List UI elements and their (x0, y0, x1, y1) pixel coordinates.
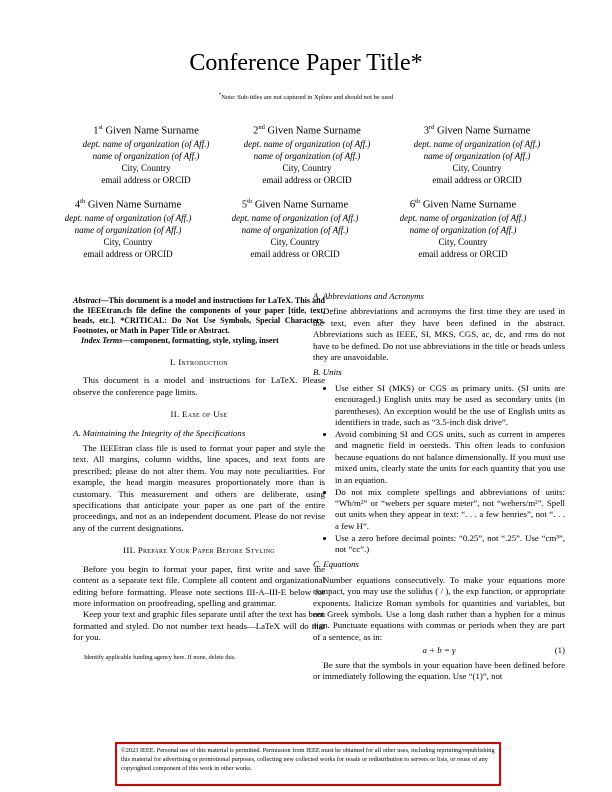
author-contact: email address or ORCID (250, 249, 340, 260)
right-column (313, 291, 565, 683)
author-location: City, Country (103, 237, 153, 248)
prepare-paragraph-1: Before you begin to format your paper, first write and save the content as a separate text file. Complete all content and organizational editing before formatting. Please note sections III-A–III-E below for more information on proofreading, spelling and grammar. (73, 563, 325, 608)
paper-title: Conference Paper Title* (189, 50, 423, 76)
author-name: 3rd Given Name Surname (423, 124, 531, 137)
author-name: 4th Given Name Surname (74, 198, 182, 211)
author-dept: dept. name of organization (of Aff.) (64, 212, 192, 223)
left-column (73, 296, 325, 644)
equation-number: (1) (554, 645, 565, 656)
author-contact: email address or ORCID (83, 249, 173, 260)
funding-footnote: Identify applicable funding agency here. If none, delete this. (84, 654, 236, 661)
subsection-heading-integrity: A. Maintaining the Integrity of the Specifications (73, 427, 246, 438)
author-location: City, Country (282, 163, 332, 174)
author-name: 6th Given Name Surname (409, 198, 517, 211)
section-heading-introduction: I. Introduction (169, 357, 229, 367)
author-contact: email address or ORCID (262, 175, 352, 186)
prepare-paragraph-2: Keep your text and graphic files separate until after the text has been formatted and styled. Do not number text heads—LaTeX will do that for you. (73, 609, 325, 643)
index-terms: Index Terms—component, formatting, style, styling, insert (81, 336, 279, 345)
author-org: name of organization (of Aff.) (409, 224, 517, 235)
equation-body: a + b = γ (422, 645, 456, 656)
equations-text: Number equations consecutively. To make your equations more compact, you may use the solidus ( / ), the exp function, or appropriate exponents. Italicize Roman symbols for quantities and variables, but not Greek symbols. Use a long dash rather than a hyphen for a minus sign. Punctuate equations with commas or periods when they are part of a sentence, as in: (313, 574, 565, 642)
subsection-heading-units: B. Units (313, 367, 342, 378)
author-block (373, 195, 553, 261)
author-dept: dept. name of organization (of Aff.) (243, 138, 371, 149)
list-item: • Use either SI (MKS) or CGS as primary units. (SI units are encouraged.) English units may be used as secondary units (in parentheses). An exception would be the use of English units as identifiers in trade, such as “3.5-inch disk drive”. (335, 383, 565, 429)
author-block (387, 121, 567, 187)
copyright-notice: ©2023 IEEE. Personal use of this material is permitted. Permission from IEEE must be obtained for all other uses, including reprinting/republishing this material for advertising or promotional purposes, collecting new collected works for resale or redistribution to servers or lists, or reuse of any copyrighted component of this work in other works. (115, 742, 501, 786)
author-name: 1st Given Name Surname (93, 124, 199, 137)
author-block (205, 195, 385, 261)
author-location: City, Country (438, 237, 488, 248)
author-block (217, 121, 397, 187)
author-block (56, 121, 236, 187)
author-location: City, Country (121, 163, 171, 174)
section-heading-prepare: III. Prepare Your Paper Before Styling (123, 545, 275, 556)
abstract: Abstract—This document is a model and instructions for LaTeX. This and the IEEEtran.cls file define the components of your paper [title, text, heads, etc.]. *CRITICAL: Do Not Use Symbols, Special Characters, Footnotes, or Math in Paper Title or Abstract. (73, 296, 325, 335)
author-block (38, 195, 218, 261)
section-heading-ease-of-use: II. Ease of Use (170, 409, 228, 420)
author-contact: email address or ORCID (418, 249, 508, 260)
author-contact: email address or ORCID (101, 175, 191, 186)
title-note-text: Note: Sub-titles are not captured in Xplore and should not be used (221, 94, 394, 102)
list-item: • Do not mix complete spellings and abbreviations of units: “Wb/m²” or “webers per square meter”, not “webers/m²”. Spell out units when they appear in text: “. . . a few henries”, not “. . . a few H”. (335, 487, 565, 533)
author-org: name of organization (of Aff.) (92, 150, 200, 161)
index-terms-lead: Index Terms (81, 336, 123, 345)
integrity-text: The IEEEtran class file is used to format your paper and style the text. All margins, column widths, line spaces, and text fonts are prescribed; please do not alter them. You may note peculiarities. For example, the head margin measures proportionately more than is customary. This measurement and others are deliberate, using specifications that anticipate your paper as one part of the entire proceedings, and not as an independent document. Please do not revise any of the current designations. (73, 443, 325, 533)
abstract-text: This document is a model and instructions for LaTeX. This and the IEEEtran.cls file define the components of your paper [title, text, heads, etc.]. *CRITICAL: Do Not Use Symbols, Special Characters, Footnotes, or Math in Paper Title or Abstract. (73, 296, 325, 335)
title-note (0, 91, 612, 102)
equations-after-text: Be sure that the symbols in your equation have been defined before or immediately following the equation. Use “(1)”, not (313, 659, 565, 682)
author-name: 2nd Given Name Surname (253, 124, 361, 137)
title-note-mark: * (218, 93, 222, 98)
author-name: 5th Given Name Surname (241, 198, 349, 211)
author-org: name of organization (of Aff.) (253, 150, 361, 161)
list-item: • Use a zero before decimal points: “0.25”, not “.25”. Use “cm³”, not “cc”.) (335, 533, 565, 556)
author-location: City, Country (452, 163, 502, 174)
introduction-text: This document is a model and instructions for LaTeX. Please observe the conference page limits. (73, 375, 325, 397)
author-org: name of organization (of Aff.) (241, 224, 349, 235)
author-org: name of organization (of Aff.) (423, 150, 531, 161)
equation-1 (313, 645, 565, 656)
index-terms-text: component, formatting, style, styling, insert (130, 336, 279, 345)
author-dept: dept. name of organization (of Aff.) (231, 212, 359, 223)
author-dept: dept. name of organization (of Aff.) (82, 138, 210, 149)
author-contact: email address or ORCID (432, 175, 522, 186)
abbreviations-text: Define abbreviations and acronyms the first time they are used in the text, even after they have been defined in the abstract. Abbreviations such as IEEE, SI, MKS, CGS, ac, dc, and rms do not have to be defined. Do not use abbreviations in the title or heads unless they are unavoidable. (313, 306, 565, 363)
subsection-heading-abbreviations: A. Abbreviations and Acronyms (313, 291, 424, 301)
abstract-lead: Abstract (73, 296, 101, 305)
author-org: name of organization (of Aff.) (74, 224, 182, 235)
author-dept: dept. name of organization (of Aff.) (399, 212, 527, 223)
author-dept: dept. name of organization (of Aff.) (413, 138, 541, 149)
subsection-heading-equations: C. Equations (313, 559, 359, 570)
units-list (313, 383, 565, 556)
author-location: City, Country (270, 237, 320, 248)
list-item: • Avoid combining SI and CGS units, such as current in amperes and magnetic field in oersteds. This often leads to confusion because equations do not balance dimensionally. If you must use mixed units, clearly state the units for each quantity that you use in an equation. (335, 429, 565, 486)
